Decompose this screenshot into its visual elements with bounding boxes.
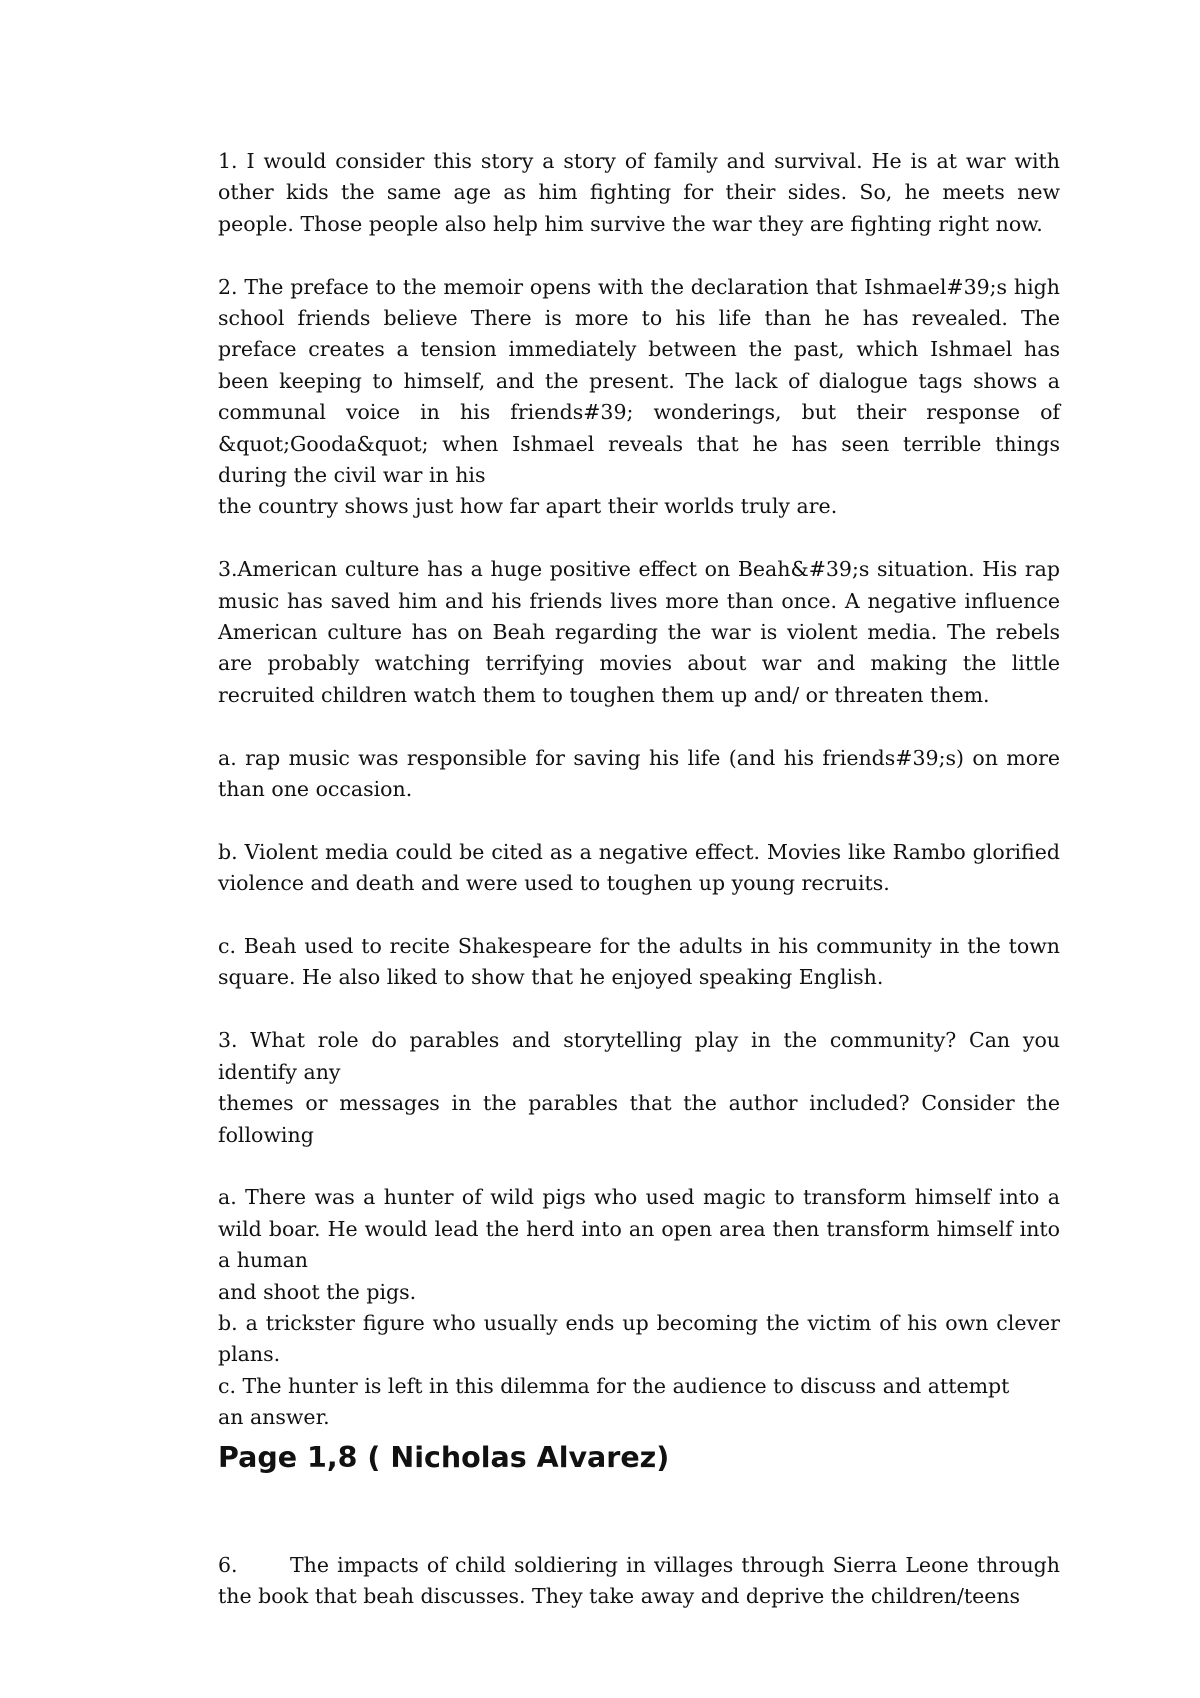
answer-3c: c. Beah used to recite Shakespeare for the adults in his community in the town square. He also liked to show that he enjoyed speaking English. (218, 934, 1060, 990)
section-heading: Page 1,8 ( Nicholas Alvarez) (218, 1440, 670, 1474)
option-c-line-2: an answer. (218, 1405, 330, 1430)
answer-2 (218, 272, 1060, 523)
answer-3: 3.American culture has a huge positive effect on Beah&#39;s situation. His rap music has saved him and his friends lives more than once. A negative influence American culture has on Beah regarding the war is violent media. The rebels are probably watching terrifying movies about war and making the little recruited children watch them to toughen them up and/ or threaten them. (218, 557, 1060, 707)
question-3-line-1: 3. What role do parables and storytelling play in the community? Can you (218, 1028, 1060, 1053)
question-3 (218, 1025, 1060, 1151)
option-b: b. a trickster figure who usually ends up becoming the victim of his own clever plans. (218, 1310, 1060, 1367)
option-c-line-1: c. The hunter is left in this dilemma for the audience to discuss and attempt (218, 1373, 1010, 1398)
question-3-line-4: following (218, 1122, 314, 1147)
answer-2-end: the country shows just how far apart their worlds truly are. (218, 494, 838, 519)
answer-3b: b. Violent media could be cited as a negative effect. Movies like Rambo glorified violence and death and were used to toughen up young recruits. (218, 839, 1060, 896)
question-3-options (218, 1182, 1060, 1433)
question-3-line-3: themes or messages in the parables that the author included? Consider the (218, 1091, 1060, 1116)
item-6-text: The impacts of child soldiering in villages through Sierra Leone through the book that beah discusses. They take away and deprive the children/teens (218, 1552, 1060, 1608)
option-a: a. There was a hunter of wild pigs who used magic to transform himself into a wild boar. He would lead the herd into an open area then transform himself into a human (218, 1185, 1060, 1273)
option-a-end: and shoot the pigs. (218, 1279, 417, 1304)
item-6 (218, 1550, 1060, 1613)
answer-3a: a. rap music was responsible for saving his life (and his friends#39;s) on more than one occasion. (218, 745, 1060, 802)
item-6-number: 6. (218, 1552, 238, 1577)
question-3-line-2: identify any (218, 1059, 341, 1084)
answer-1: 1. I would consider this story a story of family and survival. He is at war with other kids the same age as him fighting for their sides. So, he meets new people. Those people also help him survive the war they are fighting right now. (218, 149, 1060, 236)
answer-2-body: 2. The preface to the memoir opens with the declaration that Ishmael#39;s high school friends believe There is more to his life than he has revealed. The preface creates a tension immediately between the past, which Ishmael has been keeping to himself, and the present. The lack of dialogue tags shows a communal voice in his friends#39; wonderings, but their response of &quot;Gooda&quot; when Ishmael reveals that he has seen terrible things during the civil war in his (218, 274, 1060, 488)
